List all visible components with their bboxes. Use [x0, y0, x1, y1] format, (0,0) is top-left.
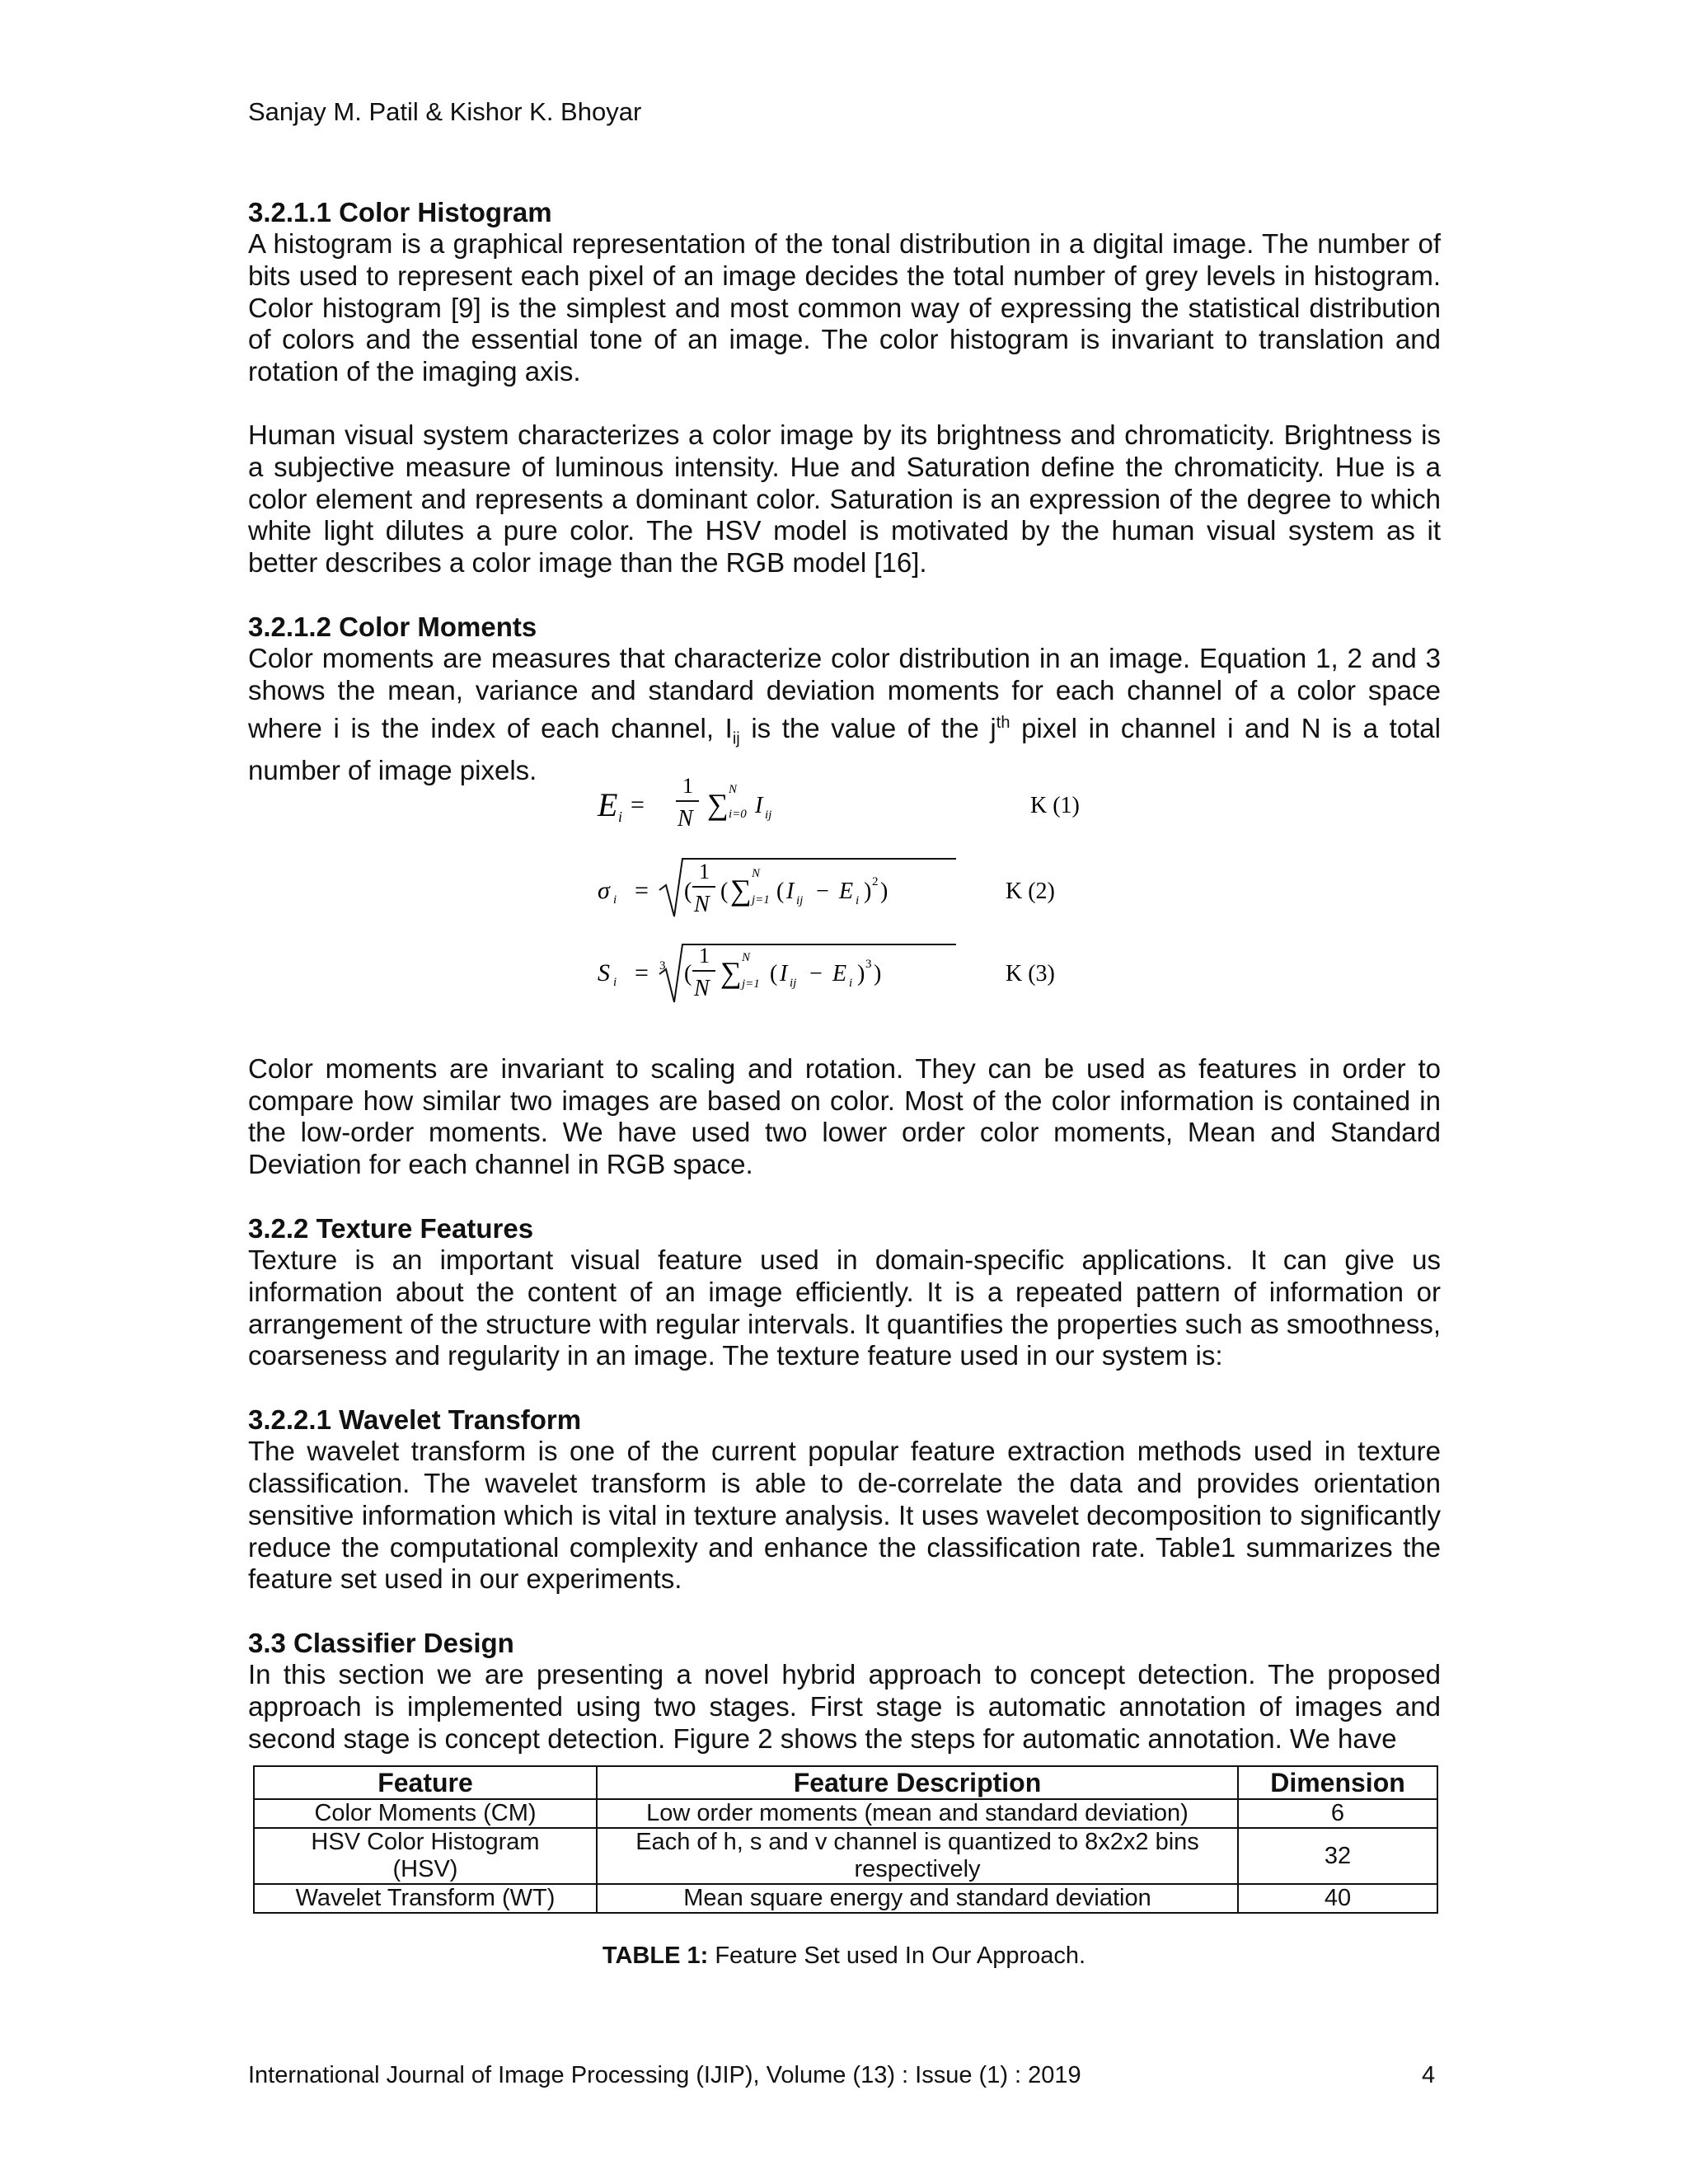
table-cell: 40 — [1238, 1884, 1437, 1913]
svg-text:j=1: j=1 — [742, 977, 760, 991]
para-classifier: In this section we are presenting a novel hybrid approach to concept detection. The proposed approach is implemented using two stages. First stage is automatic annotation of images and second stage is concept detection. Figure 2 shows the steps for automatic annotation. We have — [248, 1659, 1441, 1754]
table-row — [254, 1799, 1437, 1828]
svg-text:∑: ∑ — [720, 956, 742, 989]
svg-text:E: E — [598, 786, 618, 823]
svg-text:N: N — [678, 806, 693, 832]
running-header: Sanjay M. Patil & Kishor K. Bhoyar — [248, 97, 642, 126]
para-histogram-2: Human visual system characterizes a color image by its brightness and chromaticity. Brightness is a subjective measure of luminous intensity. Hue and Saturation define the chromaticity. Hue is a color element and represents a dominant color. Saturation is an expression of the degree to which white light dilutes a pure color. The HSV model is motivated by the human visual system as it better describes a color image than the RGB model [16]. — [248, 419, 1441, 579]
feature-table — [253, 1765, 1438, 1914]
svg-text:N: N — [694, 892, 710, 917]
equation-1-number: K (1) — [1030, 793, 1080, 818]
svg-text:i=0: i=0 — [729, 808, 747, 821]
svg-text:I: I — [786, 879, 795, 904]
table-cell: Wavelet Transform (WT) — [254, 1884, 597, 1913]
svg-text:): ) — [880, 879, 889, 904]
svg-text:): ) — [874, 961, 882, 987]
svg-text:−: − — [816, 879, 829, 904]
table-caption — [0, 1943, 1688, 1970]
svg-text:): ) — [857, 961, 865, 987]
svg-text:ij: ij — [790, 977, 797, 990]
heading-wavelet-transform: 3.2.2.1 Wavelet Transform — [248, 1404, 582, 1436]
equation-2 — [598, 859, 1055, 917]
equations-svg — [593, 775, 1170, 1014]
equation-3-number: K (3) — [1006, 961, 1055, 987]
svg-text:1: 1 — [682, 775, 693, 798]
svg-text:i: i — [618, 808, 623, 825]
svg-text:I: I — [755, 793, 763, 818]
table-header-description: Feature Description — [597, 1766, 1238, 1799]
table-row — [254, 1828, 1437, 1884]
table-cell: HSV Color Histogram (HSV) — [254, 1828, 597, 1884]
svg-text:=: = — [635, 959, 649, 987]
svg-text:i: i — [856, 894, 860, 907]
svg-text:N: N — [729, 783, 738, 796]
equation-1 — [597, 775, 1080, 832]
svg-text:ij: ij — [765, 808, 772, 822]
table-cell: 6 — [1238, 1799, 1437, 1828]
heading-classifier-design: 3.3 Classifier Design — [248, 1628, 514, 1659]
heading-color-moments: 3.2.1.2 Color Moments — [248, 611, 537, 642]
heading-texture-features: 3.2.2 Texture Features — [248, 1212, 534, 1244]
svg-text:∑: ∑ — [707, 788, 729, 821]
svg-text:N: N — [694, 976, 710, 1001]
para-texture: Texture is an important visual feature used in domain-specific applications. It can give us information about the content of an image efficiently. It is a repeated pattern of information or arrangement of the structure with regular intervals. It quantifies the properties such as smoothness, coarseness and regularity in an image. The texture feature used in our system is: — [248, 1244, 1441, 1371]
table-cell: Each of h, s and v channel is quantized to 8x2x2 bins respectively — [597, 1828, 1238, 1884]
table-cell: 32 — [1238, 1828, 1437, 1884]
equation-3 — [598, 944, 1055, 1002]
svg-text:): ) — [864, 879, 872, 904]
svg-text:(: ( — [770, 961, 778, 987]
svg-text:(: ( — [720, 879, 729, 904]
table-header-dimension: Dimension — [1238, 1766, 1437, 1799]
svg-text:=: = — [635, 877, 649, 904]
svg-text:I: I — [780, 961, 788, 987]
footer-journal: International Journal of Image Processing (IJIP), Volume (13) : Issue (1) : 2019 — [248, 2062, 1081, 2088]
svg-text:N: N — [752, 867, 761, 880]
svg-text:∑: ∑ — [730, 874, 752, 907]
svg-text:1: 1 — [699, 860, 710, 883]
svg-text:1: 1 — [699, 944, 710, 968]
table-cell: Mean square energy and standard deviation — [597, 1884, 1238, 1913]
svg-text:ij: ij — [796, 894, 804, 907]
svg-text:N: N — [742, 951, 751, 964]
svg-text:3: 3 — [865, 958, 872, 971]
moment-equations — [593, 775, 1170, 1014]
svg-text:(: ( — [684, 961, 692, 987]
svg-text:i: i — [849, 977, 853, 990]
table-cell: Low order moments (mean and standard deviation) — [597, 1799, 1238, 1828]
svg-text:E: E — [839, 879, 854, 904]
svg-text:=: = — [631, 791, 645, 818]
table-caption-text: Feature Set used In Our Approach. — [708, 1943, 1086, 1969]
svg-text:i: i — [613, 976, 617, 989]
svg-text:3: 3 — [659, 959, 666, 972]
table-cell: Color Moments (CM) — [254, 1799, 597, 1828]
svg-text:(: ( — [776, 879, 785, 904]
equation-2-number: K (2) — [1006, 879, 1055, 904]
para-histogram-1: A histogram is a graphical representation of the tonal distribution in a digital image. The number of bits used to represent each pixel of an image decides the total number of grey levels in histogram. Color histogram [9] is the simplest and most common way of expressing the statistical distribution of colors and the essential tone of an image. The color histogram is invariant to translation and rotation of the imaging axis. — [248, 228, 1441, 387]
svg-text:S: S — [598, 959, 610, 987]
para-moments-2: Color moments are invariant to scaling and rotation. They can be used as features in order to compare how similar two images are based on color. Most of the color information is contained in the low-order moments. We have used two lower order color moments, Mean and Standard Deviation for each channel in RGB space. — [248, 1052, 1441, 1180]
svg-text:j=1: j=1 — [752, 893, 770, 907]
para-wavelet: The wavelet transform is one of the current popular feature extraction methods used in texture classification. The wavelet transform is able to de-correlate the data and provides orientation sensitive information which is vital in texture analysis. It uses wavelet decomposition to significantly reduce the computational complexity and enhance the classification rate. Table1 summarizes the feature set used in our experiments. — [248, 1436, 1441, 1595]
para-moments-1: Color moments are measures that characterize color distribution in an image. Equation 1, 2 and 3 shows the mean, variance and standard deviation moments for each channel of a color space where i is the index of each channel, $I_{ij}$ is the value of the $j^{th}$ pixel in channel i and N is a total number of image pixels. — [248, 642, 1441, 785]
page-number: 4 — [1422, 2062, 1436, 2088]
svg-text:E: E — [832, 961, 847, 987]
svg-text:σ: σ — [598, 877, 610, 904]
svg-text:−: − — [809, 961, 823, 987]
table-header-feature: Feature — [254, 1766, 597, 1799]
table-caption-label: TABLE 1: — [602, 1943, 709, 1969]
table-row — [254, 1884, 1437, 1913]
svg-text:(: ( — [684, 879, 692, 904]
table-header-row — [254, 1766, 1437, 1799]
heading-color-histogram: 3.2.1.1 Color Histogram — [248, 197, 552, 227]
feature-table-wrapper — [253, 1765, 1438, 1914]
svg-text:i: i — [613, 893, 617, 907]
svg-text:2: 2 — [872, 875, 879, 888]
